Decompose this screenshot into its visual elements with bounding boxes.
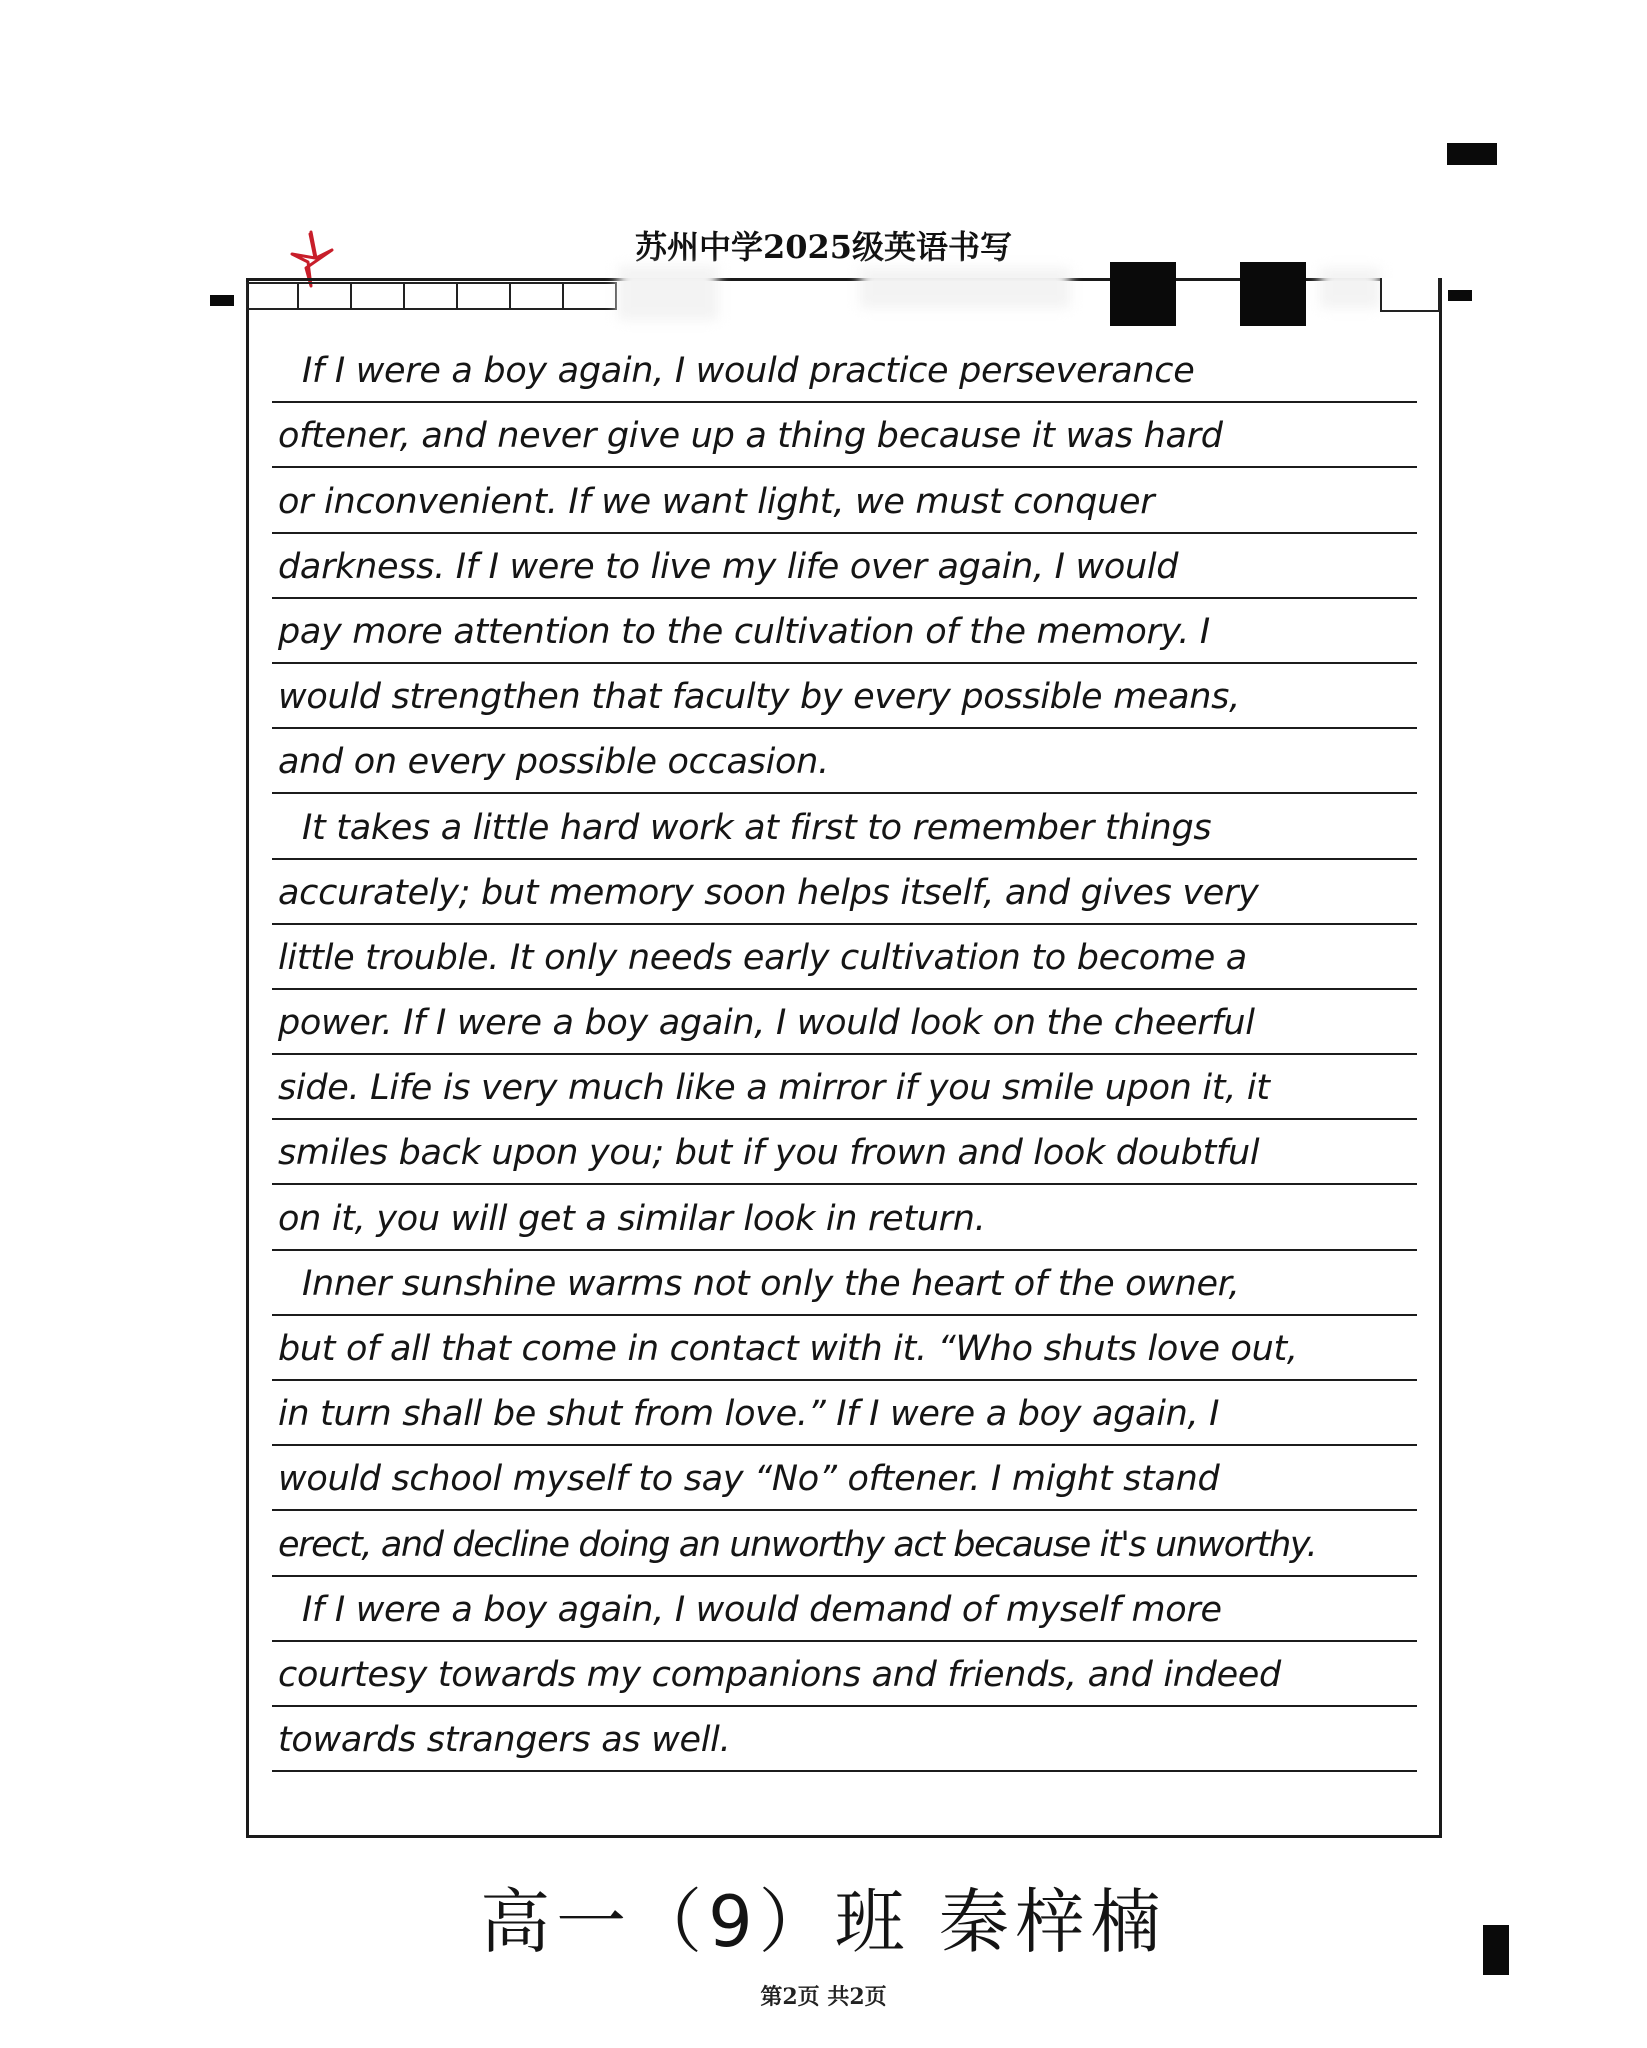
redaction-block — [1110, 262, 1176, 326]
student-class-name: 高一（9）班 秦梓楠 — [480, 1881, 1167, 1963]
writing-line — [272, 1446, 1417, 1511]
writing-line — [272, 925, 1417, 990]
writing-line — [272, 403, 1417, 468]
id-box — [352, 282, 405, 310]
writing-line — [272, 1316, 1417, 1381]
line-text: and on every possible occasion. — [278, 742, 829, 783]
writing-line — [272, 1511, 1417, 1576]
line-text: in turn shall be shut from love.” If I were a boy again, I — [278, 1394, 1220, 1435]
line-text: It takes a little hard work at first to remember things — [302, 807, 1212, 848]
writing-line — [272, 1055, 1417, 1120]
line-text: courtesy towards my companions and friends, and indeed — [278, 1654, 1281, 1695]
student-id-boxes — [246, 282, 617, 312]
redacted-blur — [618, 266, 718, 320]
writing-line — [272, 338, 1417, 403]
writing-line — [272, 729, 1417, 794]
line-text: erect, and decline doing an unworthy act because it's unworthy. — [278, 1524, 1317, 1565]
line-text: little trouble. It only needs early cultivation to become a — [278, 937, 1247, 978]
line-text: towards strangers as well. — [278, 1720, 731, 1761]
alignment-mark-top-right — [1447, 143, 1497, 165]
id-box — [458, 282, 511, 310]
writing-line — [272, 1642, 1417, 1707]
line-text: If I were a boy again, I would demand of myself more — [302, 1589, 1222, 1630]
redaction-block — [1240, 262, 1306, 326]
id-box — [299, 282, 352, 310]
line-text: accurately; but memory soon helps itself, and gives very — [278, 872, 1259, 913]
page-indicator: 第2页 共2页 — [760, 1984, 887, 2010]
id-box — [511, 282, 564, 310]
writing-line — [272, 1185, 1417, 1250]
line-text: would strengthen that faculty by every possible means, — [278, 677, 1240, 718]
writing-line — [272, 664, 1417, 729]
writing-line — [272, 1251, 1417, 1316]
writing-line — [272, 468, 1417, 533]
line-text: smiles back upon you; but if you frown and look doubtful — [278, 1133, 1260, 1174]
line-text: oftener, and never give up a thing because it was hard — [278, 416, 1223, 457]
writing-line — [272, 1577, 1417, 1642]
alignment-mark-left — [210, 295, 234, 306]
line-text: or inconvenient. If we want light, we must conquer — [278, 481, 1155, 522]
id-box-end — [1380, 278, 1440, 312]
writing-line — [272, 599, 1417, 664]
writing-line — [272, 794, 1417, 859]
id-box — [246, 282, 299, 310]
line-text: power. If I were a boy again, I would look on the cheerful — [278, 1003, 1255, 1044]
writing-line — [272, 1381, 1417, 1446]
line-text: pay more attention to the cultivation of the memory. I — [278, 611, 1210, 652]
id-box — [564, 282, 617, 310]
sheet-title: 苏州中学2025级英语书写 — [634, 228, 1013, 266]
writing-line — [272, 1120, 1417, 1185]
line-text: but of all that come in contact with it. “Who shuts love out, — [278, 1329, 1298, 1369]
handwriting-area — [272, 338, 1417, 1772]
writing-line — [272, 860, 1417, 925]
line-text: darkness. If I were to live my life over again, I would — [278, 546, 1179, 587]
line-text: on it, you will get a similar look in return. — [278, 1198, 986, 1239]
line-text: side. Life is very much like a mirror if you smile upon it, it — [278, 1068, 1270, 1109]
redacted-blur — [1320, 268, 1380, 308]
redacted-blur — [860, 268, 1070, 308]
writing-line — [272, 990, 1417, 1055]
id-box — [405, 282, 458, 310]
alignment-mark-right — [1448, 290, 1472, 301]
line-text: Inner sunshine warms not only the heart of the owner, — [302, 1263, 1240, 1304]
writing-line — [272, 534, 1417, 599]
line-text: If I were a boy again, I would practice perseverance — [302, 351, 1195, 392]
writing-line — [272, 1707, 1417, 1772]
line-text: would school myself to say “No” oftener. I might stand — [278, 1459, 1220, 1500]
